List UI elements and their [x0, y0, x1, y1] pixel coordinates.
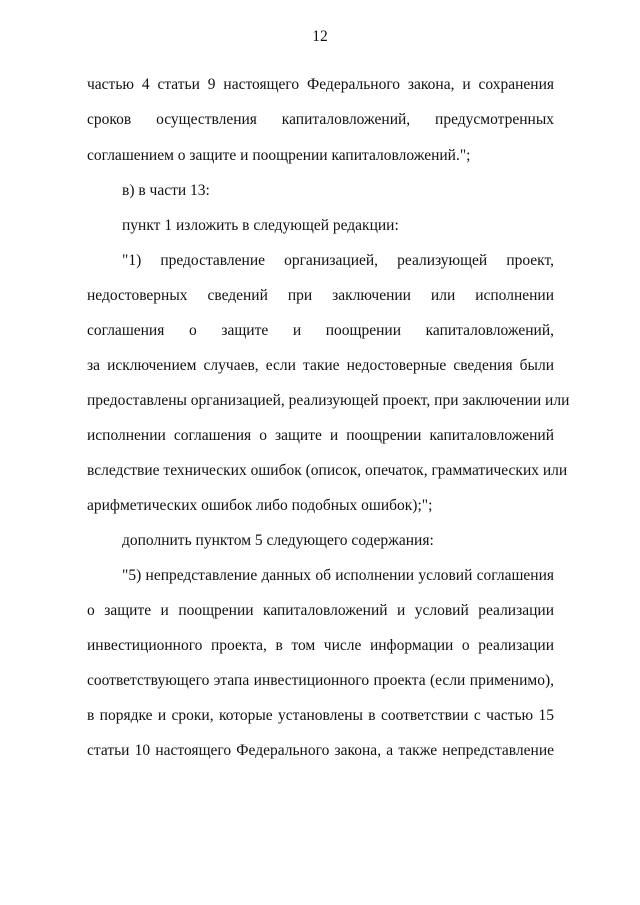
text-line: "1) предоставление организацией, реализующей проект, — [122, 252, 554, 269]
text-line: предоставлены организацией, реализующей проект, при заключении или — [87, 392, 570, 409]
text-line: соглашения о защите и поощрении капиталовложений, — [87, 322, 554, 339]
text-line: "5) непредставление данных об исполнении условий соглашения — [122, 567, 554, 584]
text-line: дополнить пунктом 5 следующего содержания: — [122, 532, 434, 549]
page-number: 12 — [312, 28, 328, 45]
text-line: исполнении соглашения о защите и поощрении капиталовложений — [87, 427, 554, 444]
text-line: частью 4 статьи 9 настоящего Федерального закона, и сохранения — [87, 76, 554, 93]
text-line: статьи 10 настоящего Федерального закона, а также непредставление — [87, 742, 554, 759]
text-line: арифметических ошибок либо подобных ошибок);"; — [87, 497, 433, 514]
text-line: вследствие технических ошибок (описок, опечаток, грамматических или — [87, 462, 568, 479]
text-line: в порядке и сроки, которые установлены в соответствии с частью 15 — [87, 707, 554, 724]
text-line: инвестиционного проекта, в том числе информации о реализации — [87, 637, 554, 654]
text-line: за исключением случаев, если такие недостоверные сведения были — [87, 357, 554, 374]
text-line: пункт 1 изложить в следующей редакции: — [122, 217, 399, 234]
text-line: сроков осуществления капиталовложений, предусмотренных — [87, 111, 554, 128]
text-line: соглашением о защите и поощрении капиталовложений."; — [87, 147, 471, 164]
text-line: в) в части 13: — [122, 182, 210, 199]
text-line: недостоверных сведений при заключении или исполнении — [87, 287, 554, 304]
text-line: соответствующего этапа инвестиционного проекта (если применимо), — [87, 672, 554, 689]
text-line: о защите и поощрении капиталовложений и условий реализации — [87, 602, 554, 619]
